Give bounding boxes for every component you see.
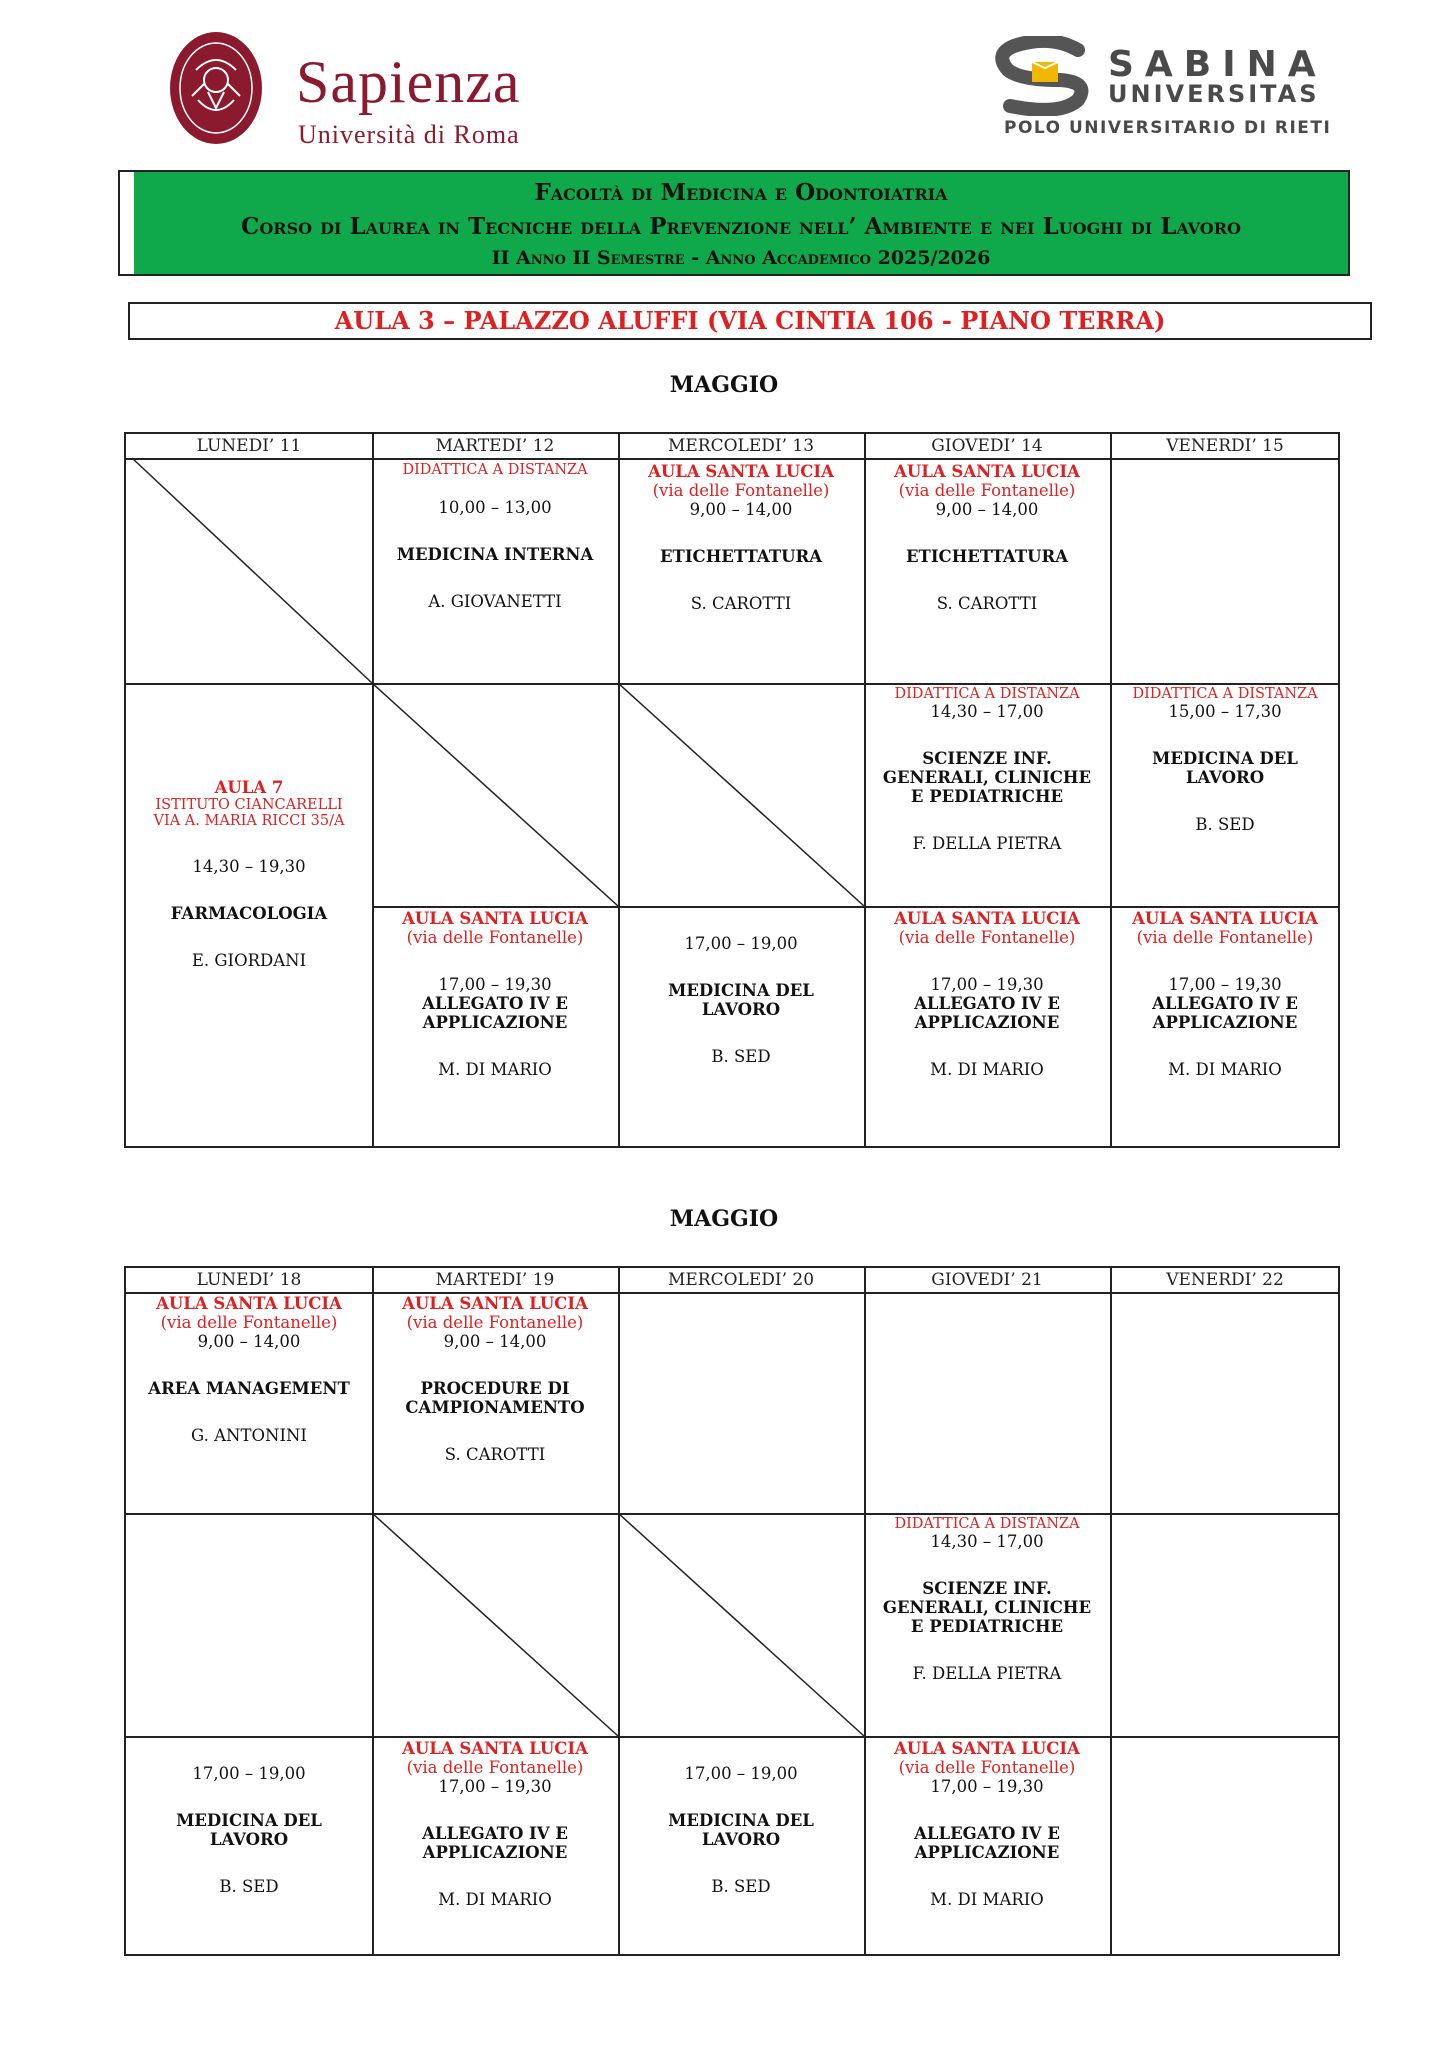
sabina-polo: POLO UNIVERSITARIO DI RIETI: [1004, 118, 1332, 138]
lesson-subject: FARMACOLOGIA: [170, 904, 328, 923]
course-title: Corso di Laurea in Tecniche della Prevenzione nell’ Ambiente e nei Luoghi di Lavoro: [241, 213, 1241, 240]
sabina-logo: [990, 36, 1350, 146]
lesson-subject: PROCEDURE DI: [420, 1379, 570, 1398]
lesson-teacher: M. DI MARIO: [438, 1060, 552, 1079]
day-header: GIOVEDI’ 21: [931, 1270, 1043, 1290]
lesson-cell: [372, 1739, 618, 1909]
lesson-teacher: S. CAROTTI: [690, 594, 792, 613]
lesson-teacher: G. ANTONINI: [191, 1426, 307, 1445]
lesson-location: DIDATTICA A DISTANZA: [894, 686, 1080, 702]
lesson-time: 17,00 – 19,00: [192, 1764, 306, 1783]
lesson-subject: APPLICAZIONE: [914, 1013, 1060, 1032]
day-header: VENERDI’ 15: [1166, 436, 1284, 456]
lesson-subject: ALLEGATO IV E: [914, 994, 1060, 1013]
lesson-location: AULA SANTA LUCIA: [402, 1294, 588, 1313]
lesson-subject: SCIENZE INF.: [922, 1579, 1052, 1598]
lesson-subject: MEDICINA DEL: [1152, 749, 1298, 768]
lesson-teacher: M. DI MARIO: [930, 1890, 1044, 1909]
schedule-week-2: [124, 1266, 1340, 1956]
lesson-cell: [372, 462, 618, 611]
lesson-time: 17,00 – 19,30: [930, 975, 1044, 994]
lesson-subject: LAVORO: [701, 1830, 781, 1849]
lesson-location: AULA SANTA LUCIA: [894, 909, 1080, 928]
faculty-title: Facoltà di Medicina e Odontoiatria: [534, 179, 948, 206]
lesson-subject: ETICHETTATURA: [905, 547, 1069, 566]
lesson-sublocation: (via delle Fontanelle): [898, 481, 1076, 500]
lesson-teacher: S. CAROTTI: [444, 1445, 546, 1464]
lesson-teacher: M. DI MARIO: [930, 1060, 1044, 1079]
no-lesson-slash: [618, 1513, 864, 1736]
no-lesson-slash: [372, 683, 618, 906]
lesson-teacher: F. DELLA PIETRA: [912, 1664, 1062, 1683]
lesson-location: AULA SANTA LUCIA: [1132, 909, 1318, 928]
lesson-subject: LAVORO: [701, 1000, 781, 1019]
day-header: GIOVEDI’ 14: [931, 436, 1043, 456]
lesson-sublocation: (via delle Fontanelle): [898, 928, 1076, 947]
lesson-subject: ALLEGATO IV E: [422, 1824, 568, 1843]
lesson-teacher: B. SED: [711, 1877, 771, 1896]
lesson-subject: AREA MANAGEMENT: [148, 1379, 350, 1398]
lesson-time: 14,30 – 19,30: [192, 857, 306, 876]
lesson-sublocation: (via delle Fontanelle): [898, 1758, 1076, 1777]
lesson-sublocation: (via delle Fontanelle): [652, 481, 830, 500]
sapienza-name: Sapienza: [296, 49, 521, 115]
lesson-sublocation: (via delle Fontanelle): [1136, 928, 1314, 947]
lesson-sublocation: (via delle Fontanelle): [406, 1313, 584, 1332]
lesson-time: 17,00 – 19,30: [438, 975, 552, 994]
sabina-universitas: UNIVERSITAS: [1108, 80, 1320, 108]
lesson-time: 9,00 – 14,00: [935, 500, 1039, 519]
lesson-subject: GENERALI, CLINICHE: [882, 768, 1092, 787]
lesson-teacher: S. CAROTTI: [936, 594, 1038, 613]
lesson-location: AULA SANTA LUCIA: [894, 462, 1080, 481]
no-lesson-slash: [126, 458, 372, 683]
lesson-subject: GENERALI, CLINICHE: [882, 1598, 1092, 1617]
lesson-sublocation: (via delle Fontanelle): [406, 928, 584, 947]
aula-title: AULA 3 – PALAZZO ALUFFI (VIA CINTIA 106 - PIANO TERRA): [128, 302, 1372, 340]
lesson-location: AULA SANTA LUCIA: [156, 1294, 342, 1313]
sapienza-subtitle: Università di Roma: [298, 120, 520, 149]
lesson-subject: ALLEGATO IV E: [422, 994, 568, 1013]
lesson-cell: [126, 778, 372, 970]
lesson-location: AULA 7: [214, 778, 284, 797]
lesson-cell: [864, 686, 1110, 853]
lesson-subject: APPLICAZIONE: [422, 1013, 568, 1032]
lesson-subject: CAMPIONAMENTO: [405, 1398, 585, 1417]
lesson-time: 9,00 – 14,00: [197, 1332, 301, 1351]
schedule-week-1: [124, 432, 1340, 1148]
lesson-cell: [372, 1294, 618, 1464]
lesson-teacher: F. DELLA PIETRA: [912, 834, 1062, 853]
lesson-sublocation: (via delle Fontanelle): [160, 1313, 338, 1332]
lesson-cell: [618, 1764, 864, 1896]
day-header: MARTEDI’ 12: [435, 436, 555, 456]
sapienza-seal-icon: [168, 30, 264, 146]
lesson-cell: [618, 462, 864, 613]
lesson-subject: E PEDIATRICHE: [910, 1617, 1064, 1636]
lesson-subject: E PEDIATRICHE: [910, 787, 1064, 806]
sapienza-logo: [168, 30, 588, 150]
day-header: LUNEDI’ 18: [196, 1270, 302, 1290]
lesson-subject: APPLICAZIONE: [1152, 1013, 1298, 1032]
lesson-location: AULA SANTA LUCIA: [402, 909, 588, 928]
lesson-subject: MEDICINA DEL: [176, 1811, 322, 1830]
lesson-teacher: A. GIOVANETTI: [428, 592, 562, 611]
no-lesson-slash: [618, 683, 864, 906]
lesson-cell: [864, 462, 1110, 613]
sabina-s-icon: [990, 36, 1100, 116]
lesson-time: 10,00 – 13,00: [438, 498, 552, 517]
lesson-cell: [1110, 686, 1340, 834]
day-header: VENERDI’ 22: [1166, 1270, 1284, 1290]
year-semester: II Anno II Semestre - Anno Accademico 2025/2026: [491, 247, 991, 269]
lesson-time: 17,00 – 19,30: [438, 1777, 552, 1796]
lesson-time: 17,00 – 19,00: [684, 1764, 798, 1783]
lesson-subject: ALLEGATO IV E: [1152, 994, 1298, 1013]
lesson-cell: [126, 1764, 372, 1896]
lesson-cell: [372, 909, 618, 1079]
lesson-subject: APPLICAZIONE: [422, 1843, 568, 1862]
lesson-location: DIDATTICA A DISTANZA: [1132, 686, 1318, 702]
lesson-subject: MEDICINA DEL: [668, 981, 814, 1000]
lesson-address: VIA A. MARIA RICCI 35/A: [153, 813, 345, 829]
lesson-location: AULA SANTA LUCIA: [402, 1739, 588, 1758]
lesson-subject: MEDICINA DEL: [668, 1811, 814, 1830]
sabina-name: SABINA: [1108, 44, 1327, 85]
lesson-time: 17,00 – 19,00: [684, 934, 798, 953]
lesson-subject: APPLICAZIONE: [914, 1843, 1060, 1862]
lesson-subject: ALLEGATO IV E: [914, 1824, 1060, 1843]
day-header: LUNEDI’ 11: [196, 436, 302, 456]
lesson-time: 9,00 – 14,00: [443, 1332, 547, 1351]
month-title: MAGGIO: [669, 372, 779, 398]
lesson-location: DIDATTICA A DISTANZA: [402, 462, 588, 478]
lesson-teacher: B. SED: [219, 1877, 279, 1896]
lesson-teacher: B. SED: [1195, 815, 1255, 834]
lesson-subject: MEDICINA INTERNA: [396, 545, 594, 564]
lesson-time: 14,30 – 17,00: [930, 1532, 1044, 1551]
lesson-location: DIDATTICA A DISTANZA: [894, 1516, 1080, 1532]
lesson-sublocation: (via delle Fontanelle): [406, 1758, 584, 1777]
lesson-location: AULA SANTA LUCIA: [648, 462, 834, 481]
faculty-header: [118, 170, 1350, 276]
day-header: MARTEDI’ 19: [435, 1270, 555, 1290]
lesson-time: 17,00 – 19,30: [930, 1777, 1044, 1796]
lesson-cell: [864, 1516, 1110, 1683]
lesson-time: 9,00 – 14,00: [689, 500, 793, 519]
lesson-cell: [126, 1294, 372, 1445]
lesson-cell: [618, 934, 864, 1066]
lesson-cell: [864, 909, 1110, 1079]
lesson-teacher: B. SED: [711, 1047, 771, 1066]
day-header: MERCOLEDI’ 20: [667, 1270, 815, 1290]
lesson-subject: ETICHETTATURA: [659, 547, 823, 566]
lesson-teacher: M. DI MARIO: [1168, 1060, 1282, 1079]
lesson-cell: [864, 1739, 1110, 1909]
lesson-time: 15,00 – 17,30: [1168, 702, 1282, 721]
month-title: MAGGIO: [669, 1206, 779, 1232]
lesson-sublocation: ISTITUTO CIANCARELLI: [155, 797, 343, 813]
no-lesson-slash: [372, 1513, 618, 1736]
lesson-time: 14,30 – 17,00: [930, 702, 1044, 721]
lesson-teacher: E. GIORDANI: [191, 951, 307, 970]
lesson-location: AULA SANTA LUCIA: [894, 1739, 1080, 1758]
lesson-time: 17,00 – 19,30: [1168, 975, 1282, 994]
lesson-teacher: M. DI MARIO: [438, 1890, 552, 1909]
lesson-subject: LAVORO: [1185, 768, 1265, 787]
day-header: MERCOLEDI’ 13: [667, 436, 815, 456]
lesson-subject: SCIENZE INF.: [922, 749, 1052, 768]
lesson-subject: LAVORO: [209, 1830, 289, 1849]
lesson-cell: [1110, 909, 1340, 1079]
